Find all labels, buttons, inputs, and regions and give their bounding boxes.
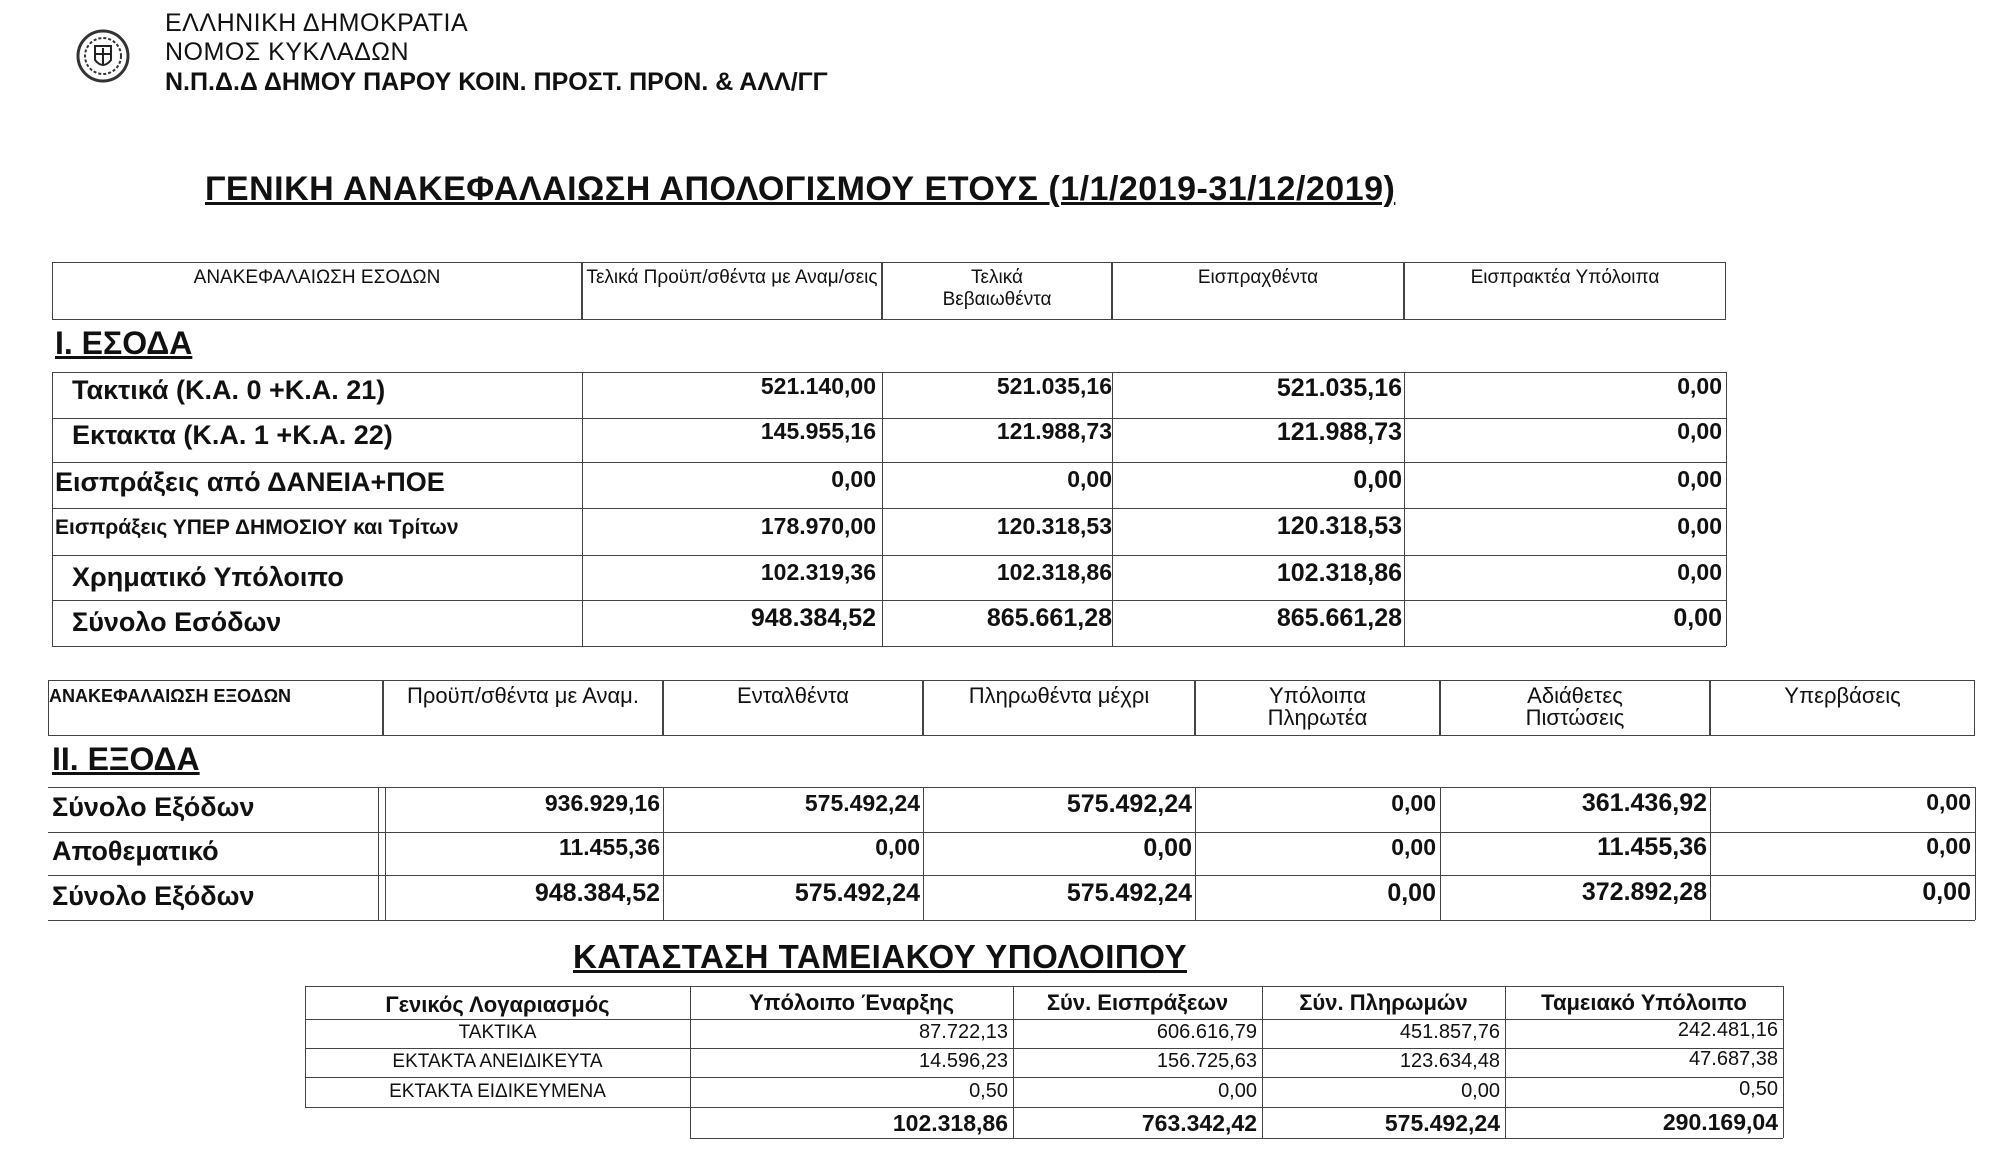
expenses-total-cell: 948.384,52 [534,879,660,907]
expenses-header-4: Υπόλοιπα Πληρωτέα [1195,680,1440,736]
revenue-cell: 0,00 [1677,466,1722,492]
cash-header-4: Ταμειακό Υπόλοιπο [1541,990,1747,1015]
expenses-cell: 11.455,36 [558,834,660,860]
expenses-cell: 0,00 [875,834,920,860]
expenses-total-cell: 0,00 [1922,878,1971,906]
cash-row-label: ΕΚΤΑΚΤΑ ΕΙΔΙΚΕΥΜΕΝΑ [389,1081,606,1102]
cash-cell: 606.616,79 [1156,1021,1257,1043]
revenue-cell: 0,00 [1067,466,1112,492]
cash-cell: 0,00 [1461,1080,1500,1102]
expenses-header-5: Αδιάθετες Πιστώσεις [1440,680,1710,736]
expenses-cell: 0,00 [1391,834,1436,860]
revenue-cell: 120.318,53 [996,513,1112,539]
revenue-cell: 521.035,16 [996,373,1112,399]
revenue-cell: 145.955,16 [760,418,876,444]
cash-total-cell: 575.492,24 [1384,1110,1500,1136]
cash-cell: 87.722,13 [919,1021,1008,1043]
expenses-header-1: Προϋπ/σθέντα με Αναμ. [383,680,663,736]
revenue-row-label: Τακτικά (Κ.Α. 0 +Κ.Α. 21) [72,375,386,405]
expenses-cell: 0,00 [1143,834,1192,862]
revenue-cell: 120.318,53 [1276,512,1402,540]
cash-cell: 451.857,76 [1399,1021,1500,1043]
expenses-total-cell: 0,00 [1387,879,1436,907]
expenses-total-cell: 575.492,24 [794,879,920,907]
cash-header-3: Σύν. Πληρωμών [1299,990,1468,1015]
expenses-cell: 0,00 [1391,790,1436,816]
expenses-cell: 936.929,16 [544,790,660,816]
expenses-cell: 0,00 [1926,789,1971,815]
revenue-cell: 0,00 [831,466,876,492]
revenue-header-0: ΑΝΑΚΕΦΑΛΑΙΩΣΗ ΕΣΟΔΩΝ [52,262,582,320]
cash-row-label: ΕΚΤΑΚΤΑ ΑΝΕΙΔΙΚΕΥΤΑ [392,1051,603,1072]
coat-of-arms-seal-icon [75,28,131,84]
revenue-cell: 0,00 [1677,418,1722,444]
page-title: ΓΕΝΙΚΗ ΑΝΑΚΕΦΑΛΑΙΩΣΗ ΑΠΟΛΟΓΙΣΜΟΥ ΕΤΟΥΣ (1/1/2019-31/12/2019) [205,170,1396,208]
expenses-row-label: Αποθεματικό [52,836,219,866]
cash-cell: 0,50 [969,1080,1008,1102]
header-prefecture: ΝΟΜΟΣ ΚΥΚΛΑΔΩΝ [165,38,410,66]
expenses-cell: 575.492,24 [1066,790,1192,818]
revenue-total-cell: 865.661,28 [986,604,1112,632]
expenses-header-0: ΑΝΑΚΕΦΑΛΑΙΩΣΗ ΕΞΟΔΩΝ [48,680,383,736]
expenses-total-cell: 575.492,24 [1066,879,1192,907]
revenue-cell: 178.970,00 [760,513,876,539]
cash-cell: 242.481,16 [1677,1019,1778,1041]
cash-total-cell: 290.169,04 [1662,1109,1778,1135]
cash-cell: 14.596,23 [919,1050,1008,1072]
expenses-total-label: Σύνολο Εξόδων [52,881,255,911]
cash-cell: 0,00 [1218,1080,1257,1102]
expenses-cell: 361.436,92 [1581,789,1707,817]
revenue-cell: 0,00 [1677,373,1722,399]
expenses-cell: 11.455,36 [1597,833,1707,861]
revenue-cell: 121.988,73 [996,418,1112,444]
revenue-cell: 0,00 [1677,559,1722,585]
revenue-row-label: Χρηματικό Υπόλοιπο [72,562,344,592]
revenue-total-cell: 865.661,28 [1276,604,1402,632]
revenue-row-label: Εισπράξεις από ΔΑΝΕΙΑ+ΠΟΕ [55,467,445,497]
cash-cell: 47.687,38 [1689,1048,1778,1070]
expenses-cell: 575.492,24 [804,790,920,816]
revenue-header-2: Τελικά Βεβαιωθέντα [882,262,1112,320]
revenue-cell: 102.318,86 [996,559,1112,585]
revenue-section-title: Ι. ΕΣΟΔΑ [55,325,193,361]
revenue-row-label: Εισπράξεις ΥΠΕΡ ΔΗΜΟΣΙΟΥ και Τρίτων [55,516,459,539]
cash-header-2: Σύν. Εισπράξεων [1046,990,1229,1015]
cash-cell: 123.634,48 [1399,1050,1500,1072]
expenses-total-cell: 372.892,28 [1581,878,1707,906]
expenses-header-2: Ενταλθέντα [663,680,923,736]
expenses-section-title: ΙΙ. ΕΞΟΔΑ [52,741,200,777]
revenue-cell: 102.319,36 [760,559,876,585]
cash-total-cell: 102.318,86 [892,1110,1008,1136]
revenue-total-cell: 0,00 [1673,604,1722,632]
revenue-total-cell: 948.384,52 [750,604,876,632]
cash-total-cell: 763.342,42 [1141,1110,1257,1136]
revenue-row-label: Εκτακτα (Κ.Α. 1 +Κ.Α. 22) [72,420,393,450]
cash-header-1: Υπόλοιπο Έναρξης [748,990,955,1015]
revenue-cell: 521.035,16 [1276,374,1402,402]
expenses-header-3: Πληρωθέντα μέχρι [923,680,1195,736]
cash-cell: 0,50 [1739,1078,1778,1100]
cash-table-title: ΚΑΤΑΣΤΑΣΗ ΤΑΜΕΙΑΚΟΥ ΥΠΟΛΟΙΠΟΥ [573,938,1187,975]
revenue-cell: 102.318,86 [1276,559,1402,587]
cash-row-label: ΤΑΚΤΙΚΑ [458,1022,537,1043]
revenue-cell: 0,00 [1677,513,1722,539]
cash-cell: 156.725,63 [1156,1050,1257,1072]
revenue-cell: 521.140,00 [760,373,876,399]
cash-header-0: Γενικός Λογαριασμός [385,992,610,1017]
expenses-row-label: Σύνολο Εξόδων [52,792,255,822]
revenue-header-3: Εισπραχθέντα [1112,262,1404,320]
expenses-header-6: Υπερβάσεις [1710,680,1975,736]
revenue-header-1: Τελικά Προϋπ/σθέντα με Αναμ/σεις [582,262,882,320]
revenue-header-4: Εισπρακτέα Υπόλοιπα [1404,262,1726,320]
revenue-cell: 0,00 [1353,466,1402,494]
expenses-cell: 0,00 [1926,833,1971,859]
header-country: ΕΛΛΗΝΙΚΗ ΔΗΜΟΚΡΑΤΙΑ [165,9,469,37]
header-organization: Ν.Π.Δ.Δ ΔΗΜΟΥ ΠΑΡΟΥ ΚΟΙΝ. ΠΡΟΣΤ. ΠΡΟΝ. & ΑΛΛ/ΓΓ [165,68,828,96]
revenue-total-label: Σύνολο Εσόδων [72,607,282,637]
revenue-cell: 121.988,73 [1276,418,1402,446]
